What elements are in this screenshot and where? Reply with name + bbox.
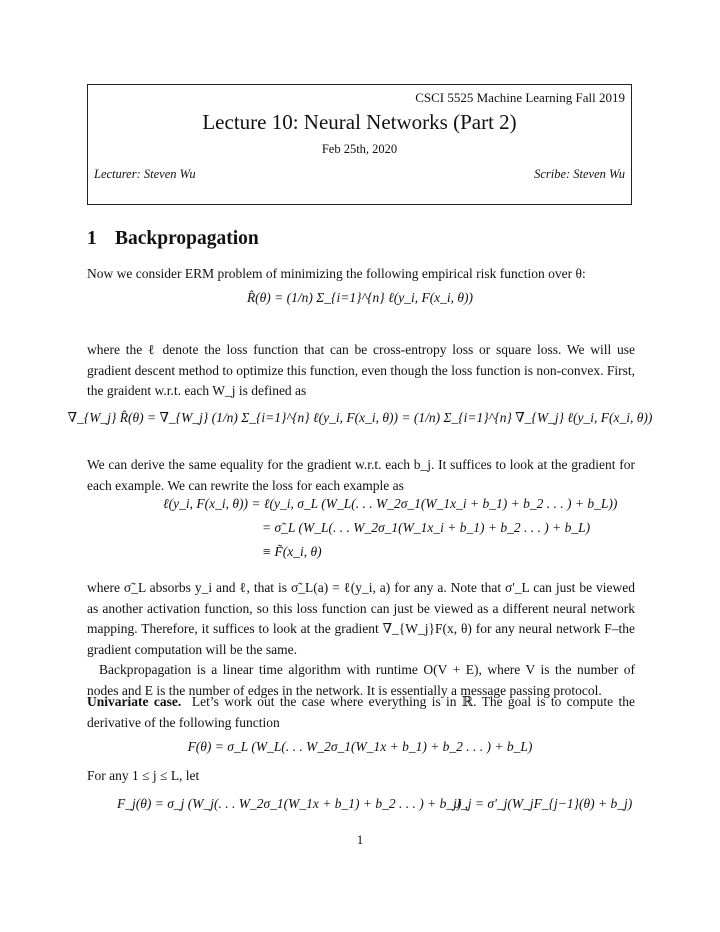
equation-fj: F_j(θ) = σ_j (W_j(. . . W_2σ_1(W_1x + b_1) + b_2 . . . ) + b_j) , <box>117 796 469 811</box>
paragraph-for-any-j: For any 1 ≤ j ≤ L, let <box>87 768 200 783</box>
lecture-title: Lecture 10: Neural Networks (Part 2) <box>202 110 517 134</box>
paragraph-gradient-descent: where the ℓ denote the loss function that can be cross-entropy loss or square loss. We will use gradient descent method to optimize this function, even though the loss function is non-convex. First, the graident w.r.t. each W_j is defined as <box>87 342 635 398</box>
equation-loss-line-2: = σ̃_L (W_L(. . . W_2σ_1(W_1x_i + b_1) + b_2 . . . ) + b_L) <box>262 520 591 535</box>
univariate-text: Let’s work out the case where everything is in ℝ. The goal is to compute the derivative of the following function <box>87 694 635 730</box>
paragraph-univariate <box>87 692 635 733</box>
lecture-date: Feb 25th, 2020 <box>321 142 398 156</box>
equation-empirical-risk: R̂(θ) = (1/n) Σ_{i=1}^{n} ℓ(y_i, F(x_i, θ)) <box>246 290 474 305</box>
lecture-header-box <box>87 84 632 205</box>
scribe: Scribe: Steven Wu <box>534 167 625 181</box>
course-name: CSCI 5525 Machine Learning Fall 2019 <box>415 90 625 105</box>
equation-loss-line-3: ≡ F̃(x_i, θ) <box>262 544 322 559</box>
section-title: Backpropagation <box>115 228 259 249</box>
lecturer: Lecturer: Steven Wu <box>94 167 196 181</box>
section-number: 1 <box>87 228 97 249</box>
page-number: 1 <box>356 832 364 847</box>
equation-gradient: ∇_{W_j} R̂(θ) = ∇_{W_j} (1/n) Σ_{i=1}^{n} ℓ(y_i, F(x_i, θ)) = (1/n) Σ_{i=1}^{n} ∇_{W_j} ℓ(y_i, F(x_i, θ)) <box>67 410 653 425</box>
paragraph-intro: Now we consider ERM problem of minimizing the following empirical risk function over θ: <box>87 266 586 281</box>
section-heading <box>87 228 259 250</box>
paragraph-backprop-runtime: Backpropagation is a linear time algorithm with runtime O(V + E), where V is the number of nodes and E is the number of edges in the network. It is essentially a message passing protocol. <box>87 662 635 698</box>
equation-univariate-f: F(θ) = σ_L (W_L(. . . W_2σ_1(W_1x + b_1) + b_2 . . . ) + b_L) <box>187 739 533 754</box>
paragraph-per-example: We can derive the same equality for the gradient w.r.t. each b_j. It suffices to look at the gradient for each example. We can rewrite the loss for each example as <box>87 457 635 493</box>
univariate-heading: Univariate case. <box>87 694 182 709</box>
paragraph-activation: where σ̃_L absorbs y_i and ℓ, that is σ̃_L(a) = ℓ(y_i, a) for any a. Note that σ'_L can just be viewed as another activation function, so this loss function can just be viewed as a different neural network mapping. Therefore, it suffices to look at the gradient ∇_{W_j}F(x, θ) for any neural network F–the gradient computation will be the same. <box>87 580 635 657</box>
equation-loss-line-1: ℓ(y_i, F(x_i, θ)) = ℓ(y_i, σ_L (W_L(. . . W_2σ_1(W_1x_i + b_1) + b_2 . . . ) + b_L)) <box>163 496 618 511</box>
equation-jj: J_j = σ'_j(W_jF_{j−1}(θ) + b_j) <box>455 796 633 811</box>
